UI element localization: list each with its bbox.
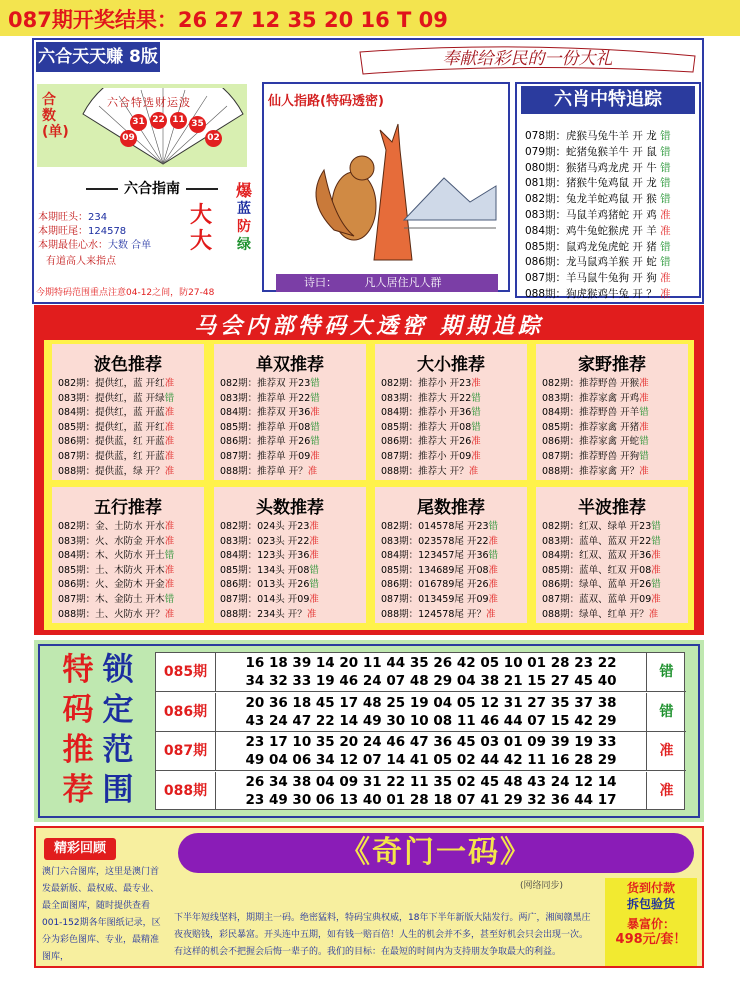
card-row: 082期：推荐双 开23错 (220, 378, 320, 389)
six-xiao-row: 080期：猴猪马鸡龙虎 开 牛 错 (525, 161, 671, 174)
result: 错 (646, 653, 686, 691)
card-row: 084期：木、火防水 开土错 (58, 550, 175, 562)
six-xiao-row: 087期：羊马鼠牛兔狗 开 狗 准 (525, 272, 671, 285)
card-title: 家野推荐 (578, 355, 646, 375)
card-row: 087期：蓝双、蓝单 开09准 (542, 593, 661, 605)
card-row: 087期：推荐野兽 开狗错 (542, 450, 649, 462)
card-row: 087期：014头 开09准 (220, 593, 319, 605)
immortal-title: 仙人指路(特码透密) (268, 94, 384, 109)
fan-box (37, 84, 247, 167)
card-row: 083期：提供红，蓝 开绿错 (58, 392, 175, 404)
heshu-label: 合数(单) (42, 92, 69, 140)
card-row: 086期：推荐家禽 开蛇错 (542, 436, 649, 448)
bao-lan-fang-lv: 爆 蓝 防 绿 (235, 181, 252, 253)
qimen-banner: 《奇门一码》 (178, 833, 694, 873)
card-row: 086期：013头 开26错 (220, 579, 319, 591)
ball: 09 (120, 130, 137, 147)
card-row: 086期：火、金防木 开金准 (58, 579, 175, 591)
zhinan-line: 本期旺头：234 (38, 212, 108, 223)
lock-row (156, 732, 686, 771)
card-row: 087期：推荐小 开09准 (381, 450, 481, 462)
edition-title: 六合天天赚 8版 (36, 42, 160, 72)
ball: 02 (205, 130, 222, 147)
card-row: 088期：推荐家禽 开？准 (542, 465, 649, 477)
six-xiao-row: 085期：鼠鸡龙兔虎蛇 开 猪 错 (525, 240, 671, 253)
card-title: 波色推荐 (94, 355, 162, 375)
card-row: 086期：016789尾 开26准 (381, 579, 499, 591)
recommend-card (52, 344, 204, 480)
card-row: 087期：提供蓝，红 开蓝准 (58, 450, 175, 462)
card-row: 084期：推荐双 开36准 (220, 407, 320, 419)
card-row: 087期：推荐单 开09准 (220, 450, 320, 462)
card-row: 084期：123457尾 开36错 (381, 550, 499, 562)
poem-text: 凡人居住凡人群 (364, 276, 442, 289)
numbers: 26 34 38 04 09 31 22 11 35 02 45 48 43 24 12 14 23 49 30 06 13 40 01 28 18 07 41 29 32 36 44 17 (245, 773, 617, 808)
card-row: 088期：提供蓝，绿 开？准 (58, 465, 175, 477)
six-xiao-title: 六肖中特追踪 (521, 86, 695, 114)
card-row: 083期：023578尾 开22准 (381, 535, 499, 547)
lock-row (156, 772, 686, 811)
card-row: 085期：蓝单、红双 开08准 (542, 564, 661, 576)
six-xiao-box (515, 82, 701, 298)
card-row: 084期：123头 开36准 (220, 550, 319, 562)
numbers: 23 17 10 35 20 24 46 47 36 45 03 01 09 39 19 33 49 04 06 34 12 07 14 41 05 02 44 42 11 16 28 29 (245, 734, 617, 768)
card-row: 088期：推荐大 开？准 (381, 465, 479, 477)
card-row: 085期：推荐单 开08错 (220, 421, 320, 433)
card-row: 083期：推荐家禽 开鸡准 (542, 392, 649, 404)
period: 086期 (156, 693, 216, 731)
scope-note: 今期特码范围重点注意04-12之间，防27-48 (36, 285, 258, 299)
recommend-card (375, 344, 527, 480)
net-sync: (网络同步) (520, 881, 564, 891)
bottom-text: 下半年短线坚料，期期主一码。绝密猛料，特码宝典权威，18年下半年新版大陆发行。两广，湘闽赣黑庄夜夜赔钱，彩民暴富。开头连中五期，如有钱一赔百倍！人生的机会并不多，甚至好机会只会出现一次。有这样的机会不把握会后悔一辈子的。我们的目标：在最短的时间内为支持朋友争取最大的利益。 (174, 913, 591, 957)
numbers: 16 18 39 14 20 11 44 35 26 42 05 10 01 28 23 22 34 32 33 19 46 24 07 48 29 04 38 21 15 27 45 40 (245, 655, 617, 689)
lock-left-chars: 特 码 推 荐 (62, 652, 94, 808)
recommend-card (375, 487, 527, 623)
card-row: 086期：推荐大 开26准 (381, 436, 481, 448)
gift-banner (355, 42, 700, 78)
result: 准 (646, 732, 686, 770)
ball: 22 (150, 112, 167, 129)
zhinan-line: 有道高人来指点 (46, 256, 116, 267)
card-row: 084期：推荐野兽 开羊错 (542, 407, 649, 419)
ball: 11 (170, 112, 187, 129)
card-title: 单双推荐 (256, 355, 324, 375)
card-row: 085期：提供红，蓝 开红准 (58, 421, 175, 433)
recommend-card (536, 344, 688, 480)
card-row: 088期：绿单、红单 开？准 (542, 608, 659, 620)
card-row: 083期：推荐单 开22错 (220, 392, 320, 404)
six-xiao-row: 082期：兔龙羊蛇鸡鼠 开 猴 错 (525, 193, 671, 206)
period: 088期 (156, 772, 216, 810)
lock-table (155, 652, 685, 810)
card-row: 082期：推荐小 开23准 (381, 378, 481, 389)
recommend-card (536, 487, 688, 623)
six-xiao-row: 083期：马鼠羊鸡猪蛇 开 鸡 准 (525, 209, 671, 221)
six-xiao-row: 079期：蛇猪兔猴羊牛 开 鼠 错 (525, 145, 671, 158)
card-row: 084期：提供红，蓝 开蓝准 (58, 407, 175, 419)
card-row: 088期：土、火防水 开？准 (58, 608, 175, 620)
recommend-card (214, 344, 366, 480)
lock-right-chars: 锁 定 范 围 (102, 652, 134, 808)
card-row: 082期：金、土防水 开水准 (58, 521, 175, 532)
lock-row (156, 653, 686, 692)
card-row: 083期：推荐大 开22错 (381, 392, 481, 404)
poem-label: 诗曰： (304, 276, 337, 289)
card-row: 088期：124578尾 开？准 (381, 608, 496, 620)
lock-row (156, 693, 686, 732)
card-row: 083期：蓝单、蓝双 开22错 (542, 535, 661, 547)
card-title: 大小推荐 (417, 355, 485, 375)
card-title: 尾数推荐 (417, 498, 485, 518)
six-xiao-row: 088期：狗虎猴鸡牛兔 开 ？ 准 (525, 288, 671, 300)
six-xiao-row: 081期：猪猴牛兔鸡鼠 开 龙 错 (525, 177, 671, 190)
poem-bar (276, 274, 498, 292)
ball: 35 (189, 116, 206, 133)
period: 087期 (156, 732, 216, 770)
squirrel-tree-illustration-icon (274, 110, 500, 270)
card-row: 082期：014578尾 开23错 (381, 521, 499, 532)
big-char: 大大 (189, 203, 212, 254)
card-row: 087期：木、金防土 开木错 (58, 593, 175, 605)
card-title: 头数推荐 (256, 498, 324, 518)
card-row: 084期：红双、蓝双 开36准 (542, 550, 661, 562)
card-row: 085期：土、木防火 开木准 (58, 564, 175, 576)
card-row: 082期：024头 开23准 (220, 521, 319, 532)
card-row: 082期：推荐野兽 开猴准 (542, 378, 649, 389)
card-row: 082期：提供红，蓝 开红准 (58, 378, 175, 389)
card-title: 半波推荐 (578, 498, 646, 518)
card-row: 083期：火、水防金 开水准 (58, 535, 175, 547)
card-row: 084期：推荐小 开36错 (381, 407, 481, 419)
zhinan-title: 六合指南 (62, 178, 242, 198)
card-row: 083期：023头 开22准 (220, 535, 319, 547)
card-row: 088期：推荐单 开？准 (220, 465, 318, 477)
draw-result: 087期开奖结果：26 27 12 35 20 16 T 09 (8, 8, 448, 32)
zhinan-line: 本期旺尾：124578 (38, 226, 127, 237)
recommend-card (214, 487, 366, 623)
macau-title: 马会内部特码大透密 期期追踪 (194, 314, 544, 339)
numbers: 20 36 18 45 17 48 25 19 04 05 12 31 27 35 37 38 43 24 47 22 14 49 30 10 08 11 46 44 07 15 42 29 (245, 694, 617, 729)
card-row: 085期：推荐家禽 开猪准 (542, 421, 649, 433)
card-row: 085期：134689尾 开08准 (381, 564, 499, 576)
jingcai-text: 澳门六合图库，这里是澳门首发最新版、最权威、最专业、最全面图库，随时提供查看001-152期各年图纸记录，区分为彩色图库、专业，最精准图库， (42, 867, 161, 962)
recommend-card (52, 487, 204, 623)
card-title: 五行推荐 (94, 498, 162, 518)
gift-text: 奉献给彩民的一份大礼 (442, 49, 613, 69)
card-row: 086期：提供蓝，红 开蓝准 (58, 436, 175, 448)
card-row: 088期：234头 开？准 (220, 608, 317, 620)
card-row: 086期：推荐单 开26错 (220, 436, 320, 448)
immortal-box (262, 82, 510, 292)
card-row: 082期：红双、绿单 开23错 (542, 521, 661, 532)
card-row: 085期：推荐大 开08错 (381, 421, 481, 433)
six-xiao-row: 086期：龙马鼠鸡羊猴 开 蛇 错 (525, 256, 671, 269)
cod-box: 货到付款 拆包验货 暴富价： 498元/套！ (605, 878, 697, 966)
top-banner (0, 0, 740, 36)
result: 错 (646, 693, 686, 731)
fan-title: 六合特选财运波 (107, 96, 191, 109)
six-xiao-row: 084期：鸡牛兔蛇猴虎 开 羊 准 (525, 224, 671, 237)
six-xiao-row: 078期：虎猴马兔牛羊 开 龙 错 (525, 130, 671, 142)
card-row: 085期：134头 开08错 (220, 564, 319, 576)
ball: 31 (130, 114, 147, 131)
card-row: 086期：绿单、蓝单 开26错 (542, 579, 661, 591)
result: 准 (646, 772, 686, 810)
jingcai-title: 精彩回顾 (44, 838, 116, 860)
card-row: 087期：013459尾 开09准 (381, 593, 499, 605)
zhinan-line: 本期最佳心水：大数 合单 (38, 240, 152, 251)
period: 085期 (156, 653, 216, 691)
